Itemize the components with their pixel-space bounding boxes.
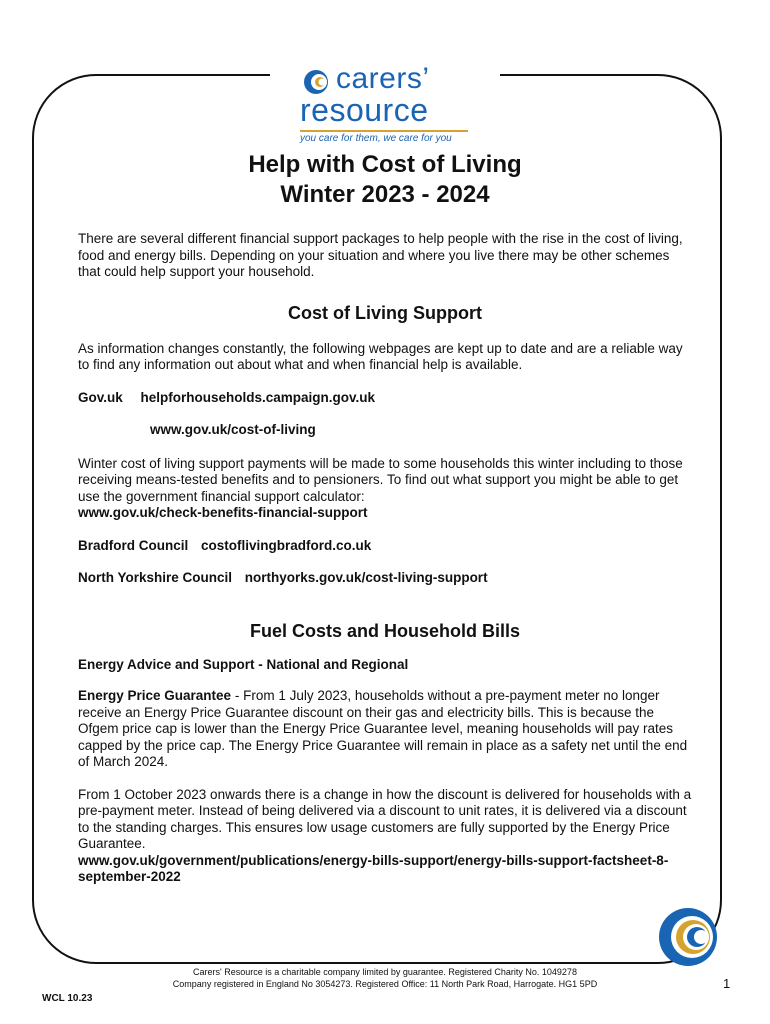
winter-payments-paragraph [78, 456, 692, 522]
helpforhouseholds-link[interactable]: helpforhouseholds.campaign.gov.uk [140, 389, 376, 405]
document-code: WCL 10.23 [42, 993, 93, 1004]
title-line-2: Winter 2023 - 2024 [280, 181, 490, 208]
epg-label: Energy Price Guarantee [78, 688, 232, 703]
logo-tagline: you care for them, we care for you [300, 133, 452, 144]
footer [0, 966, 770, 990]
intro-paragraph: There are several different financial support packages to help people with the rise in the cost of living, food and energy bills. Depending on your situation and where you live there may be other schemes that could help support your household. [78, 231, 683, 279]
cost-of-living-heading: Cost of Living Support [288, 302, 482, 323]
footer-company-line: Company registered in England No 3054273. Registered Office: 11 North Park Road, Harrogate. HG1 5PD [172, 979, 598, 989]
winter-payments-text: Winter cost of living support payments will be made to some households this winter including to those receiving means-tested benefits and to pensioners. To find out what support you might be able to get use the government financial support calculator: [78, 455, 683, 504]
energy-price-guarantee-paragraph [78, 688, 692, 771]
fuel-costs-heading: Fuel Costs and Household Bills [249, 620, 521, 641]
energy-advice-subheading: Energy Advice and Support - National and Regional [78, 656, 409, 672]
carers-resource-logo [298, 62, 474, 152]
epg-text: - From 1 July 2023, households without a pre-payment meter no longer receive an Energy Price Guarantee discount on their gas and electricity bills. This is because the Ofgem price cap is lower than the Energy Price Guarantee level, meaning households will pay rates capped by the price cap. The Energy Price Guarantee will remain in place as a safety net until the end of March 2024. [78, 688, 688, 769]
north-yorkshire-label: North Yorkshire Council [78, 570, 233, 585]
title-line-1: Help with Cost of Living [248, 151, 522, 178]
footer-charity-line: Carers' Resource is a charitable company limited by guarantee. Registered Charity No. 1049278 [193, 967, 577, 977]
cost-of-living-link-row [78, 422, 692, 439]
logo-underline [300, 130, 468, 132]
benefits-calculator-link[interactable]: www.gov.uk/check-benefits-financial-support [78, 505, 368, 520]
north-yorkshire-link[interactable]: northyorks.gov.uk/cost-living-support [244, 570, 488, 585]
page-number: 1 [723, 976, 731, 991]
govuk-label: Gov.uk [78, 389, 123, 405]
october-change-text: From 1 October 2023 onwards there is a change in how the discount is delivered for households with a pre-payment meter. Instead of being delivered via a discount to unit rates, it is delivered via a discount to the standing charges. This ensures low usage customers are fully supported by the Energy Price Guarantee. [78, 786, 692, 851]
bradford-label: Bradford Council [78, 537, 189, 553]
logo-text-carers: carers’ [336, 62, 430, 95]
document-body [78, 150, 692, 886]
carers-resource-emblem-icon [657, 906, 719, 968]
factsheet-link[interactable]: www.gov.uk/government/publications/energy-bills-support/energy-bills-support-factsheet-8-september-2022 [78, 852, 669, 884]
cost-of-living-paragraph: As information changes constantly, the following webpages are kept up to date and are a reliable way to find any information out about what and when financial help is available. [78, 340, 683, 372]
page-title [78, 150, 692, 210]
bradford-link[interactable]: costoflivingbradford.co.uk [201, 537, 372, 553]
cost-of-living-link[interactable]: www.gov.uk/cost-of-living [150, 422, 316, 437]
north-yorkshire-row [78, 570, 692, 587]
govuk-row [78, 390, 692, 407]
bradford-row [78, 538, 692, 555]
october-change-paragraph [78, 787, 692, 886]
logo-text-resource: resource [300, 92, 429, 128]
